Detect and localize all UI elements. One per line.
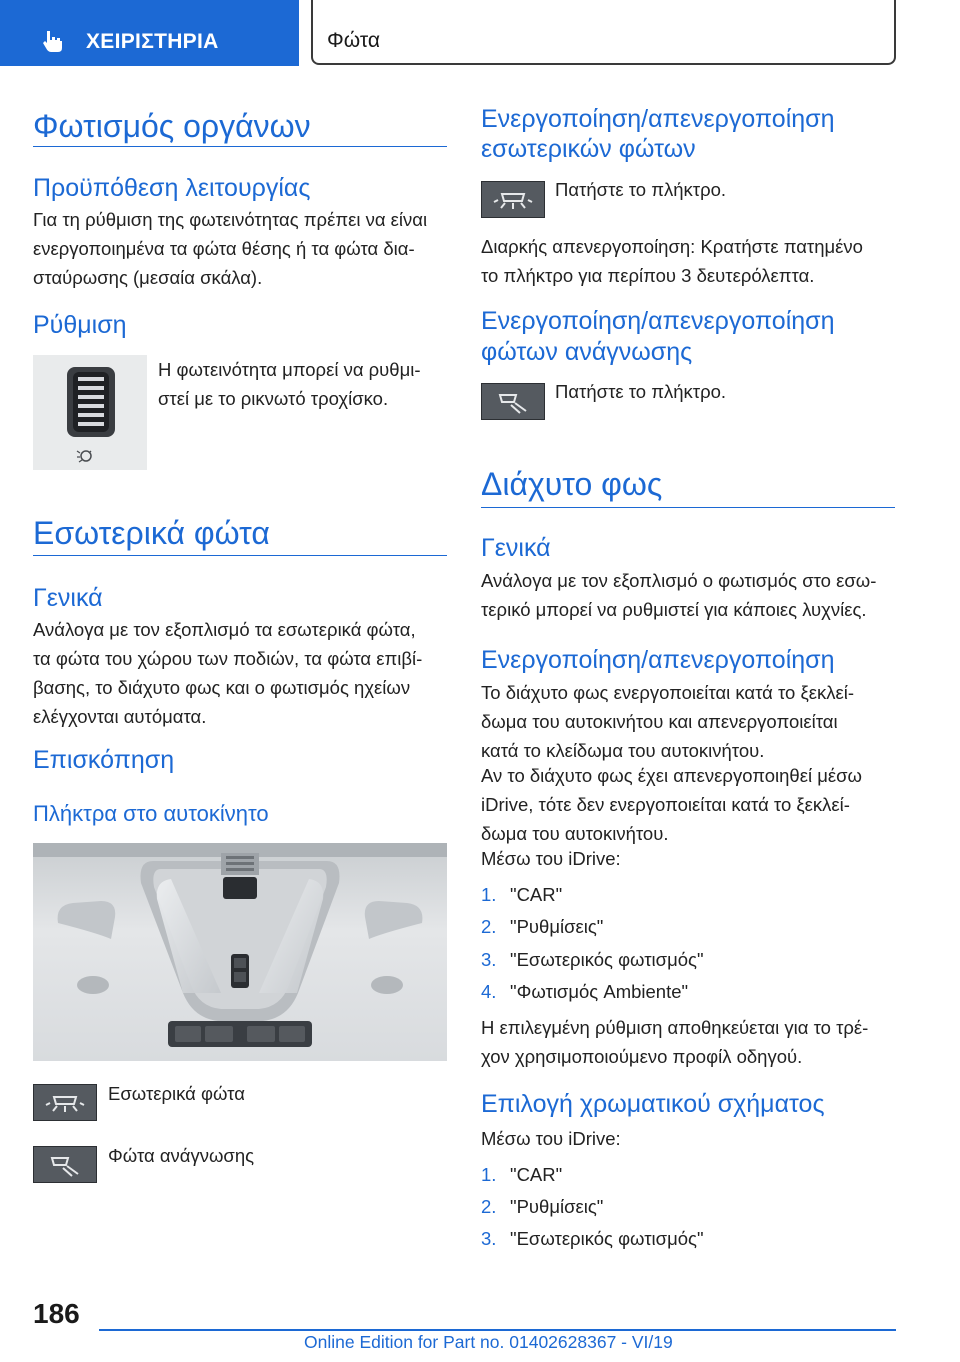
heading-interior-lights: Εσωτερικά φώτα xyxy=(33,515,270,551)
step-text: "CAR" xyxy=(510,1164,563,1185)
step-number: 1. xyxy=(481,884,497,905)
step-number: 2. xyxy=(481,1196,497,1217)
step-text: "Εσωτερικός φωτισμός" xyxy=(510,949,704,970)
interior-light-icon xyxy=(482,182,544,217)
heading-general: Γενικά xyxy=(33,584,103,612)
legend-interior-lights: Εσωτερικά φώτα xyxy=(108,1083,245,1104)
heading-color-scheme: Επιλογή χρωματικού σχήματος xyxy=(481,1090,825,1118)
thumbwheel-illustration xyxy=(33,355,147,470)
roof-console-image xyxy=(33,843,447,1061)
heading-rule xyxy=(481,507,895,508)
step-text: "Εσωτερικός φωτισμός" xyxy=(510,1228,704,1249)
heading-rule xyxy=(33,555,447,556)
step-number: 4. xyxy=(481,981,497,1002)
heading-toggle-reading-l1: Ενεργοποίηση/απενεργοποίηση xyxy=(481,307,835,335)
heading-rule xyxy=(33,146,447,147)
page-number: 186 xyxy=(33,1298,80,1329)
thumbwheel-image xyxy=(33,355,147,470)
heading-toggle-interior-l2: εσωτερικών φώτων xyxy=(481,135,696,163)
section-tab[interactable] xyxy=(0,0,299,66)
step-text: "Ρυθμίσεις" xyxy=(510,916,604,937)
via-idrive-text: Μέσω του iDrive: xyxy=(481,1128,621,1149)
legend-reading-lights: Φώτα ανάγνωσης xyxy=(108,1145,255,1166)
section-title: ΧΕΙΡΙΣΤΗΡΙΑ xyxy=(86,30,219,53)
heading-overview: Επισκόπηση xyxy=(33,746,175,774)
heading-instrument-lighting: Φωτισμός οργάνων xyxy=(33,108,311,144)
press-key-text: Πατήστε το πλήκτρο. xyxy=(555,381,727,402)
toggle-text-2: Αν το διάχυτο φως έχει απενεργοποιηθεί μέσω iDrive, τότε δεν ενεργοποιείται κατά το ξεκλεί- δωμα του αυτοκινήτου. xyxy=(481,765,862,844)
via-idrive-text: Μέσω του iDrive: xyxy=(481,848,621,869)
step-number: 1. xyxy=(481,1164,497,1185)
general-text: Ανάλογα με τον εξοπλισμό τα εσωτερικά φώτα, τα φώτα του χώρου των ποδιών, τα φώτα επιβί- βασης, το διάχυτο φως και ο φωτισμός ηχείων ελέγχονται αυτόματα. xyxy=(33,619,423,727)
reading-light-icon xyxy=(34,1147,96,1182)
adjustment-text: Η φωτεινότητα μπορεί να ρυθμι- στεί με το ρικνωτό τροχίσκο. xyxy=(158,359,421,409)
heading-adjustment: Ρύθμιση xyxy=(33,311,127,339)
saved-setting-text: Η επιλεγμένη ρύθμιση αποθηκεύεται για το τρέ- χον χρησιμοποιούμενο προφίλ οδηγού. xyxy=(481,1017,869,1067)
permanent-off-text: Διαρκής απενεργοποίηση: Κρατήστε πατημένο το πλήκτρο για περίπου 3 δευτερόλεπτα. xyxy=(481,236,863,286)
step-text: "Φωτισμός Ambiente" xyxy=(510,981,689,1002)
footer-edition-text: Online Edition for Part no. 01402628367 - VI/19 xyxy=(304,1332,673,1352)
heading-prerequisite: Προϋπόθεση λειτουργίας xyxy=(33,174,311,202)
step-number: 3. xyxy=(481,949,497,970)
reading-light-button-image xyxy=(481,383,545,420)
footer-rule xyxy=(99,1329,896,1331)
step-number: 2. xyxy=(481,916,497,937)
press-key-text: Πατήστε το πλήκτρο. xyxy=(555,179,727,200)
chapter-box xyxy=(311,0,896,65)
reading-light-button-image xyxy=(33,1146,97,1183)
step-text: "CAR" xyxy=(510,884,563,905)
interior-light-button-image xyxy=(481,181,545,218)
ambient-general-text: Ανάλογα με τον εξοπλισμό ο φωτισμός στο εσω- τερικό μπορεί να ρυθμιστεί για κάποιες λυχνίες. xyxy=(481,570,877,620)
heading-ambient-light: Διάχυτο φως xyxy=(481,466,663,502)
step-number: 3. xyxy=(481,1228,497,1249)
interior-light-button-image xyxy=(33,1084,97,1121)
chapter-title: Φώτα xyxy=(327,29,380,52)
toggle-text-1: Το διάχυτο φως ενεργοποιείται κατά το ξεκλεί- δωμα του αυτοκινήτου και απενεργοποιείται κατά το κλείδωμα του αυτοκινήτου. xyxy=(481,682,855,761)
interior-light-icon xyxy=(34,1085,96,1120)
prerequisite-text: Για τη ρύθμιση της φωτεινότητας πρέπει να είναι ενεργοποιημένα τα φώτα θέσης ή τα φώτα δια- σταύρωσης (μεσαία σκάλα). xyxy=(33,209,428,288)
reading-light-icon xyxy=(482,384,544,419)
step-text: "Ρυθμίσεις" xyxy=(510,1196,604,1217)
roof-console-illustration xyxy=(33,843,447,1061)
hand-pointer-icon xyxy=(40,28,66,54)
heading-toggle-reading-l2: φώτων ανάγνωσης xyxy=(481,338,693,366)
heading-toggle-ambient: Ενεργοποίηση/απενεργοποίηση xyxy=(481,646,835,674)
heading-toggle-interior-l1: Ενεργοποίηση/απενεργοποίηση xyxy=(481,105,835,133)
heading-buttons-in-car: Πλήκτρα στο αυτοκίνητο xyxy=(33,801,269,826)
heading-general: Γενικά xyxy=(481,534,551,562)
